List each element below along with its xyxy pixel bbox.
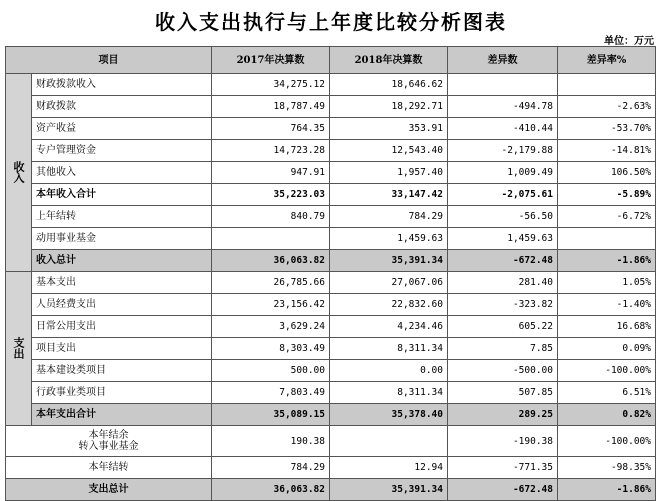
comparison-table bbox=[5, 46, 656, 501]
header-row bbox=[6, 47, 656, 74]
row-label: 行政事业类项目 bbox=[32, 382, 212, 404]
table-row: 本年结余 转入事业基金 190.38 -190.38 -100.00% bbox=[6, 426, 656, 457]
table-row: 财政拨款 18,787.49 18,292.71 -494.78 -2.63% bbox=[6, 96, 656, 118]
table-row: 本年收入合计 35,223.03 33,147.42 -2,075.61 -5.89% bbox=[6, 184, 656, 206]
income-section-label: 收入 bbox=[6, 74, 32, 272]
header-item: 项目 bbox=[6, 47, 212, 74]
row-label: 基本建设类项目 bbox=[32, 360, 212, 382]
expense-section-label: 支出 bbox=[6, 272, 32, 426]
row-label: 日常公用支出 bbox=[32, 316, 212, 338]
page-title: 收入支出执行与上年度比较分析图表 bbox=[155, 10, 507, 34]
unit-label: 单位：万元 bbox=[604, 36, 654, 47]
row-label: 上年结转 bbox=[32, 206, 212, 228]
table-row: 收入 财政拨款收入 34,275.12 18,646.62 bbox=[6, 74, 656, 96]
table-row: 项目支出 8,303.49 8,311.34 7.85 0.09% bbox=[6, 338, 656, 360]
header-2018: 2018年决算数 bbox=[330, 47, 448, 74]
row-label: 其他收入 bbox=[32, 162, 212, 184]
header-rate: 差异率% bbox=[558, 47, 656, 74]
row-label: 支出总计 bbox=[6, 479, 212, 501]
table-row: 上年结转 840.79 784.29 -56.50 -6.72% bbox=[6, 206, 656, 228]
table-row: 专户管理资金 14,723.28 12,543.40 -2,179.88 -14.81% bbox=[6, 140, 656, 162]
table-row: 支出 基本支出 26,785.66 27,067.06 281.40 1.05% bbox=[6, 272, 656, 294]
table-row: 行政事业类项目 7,803.49 8,311.34 507.85 6.51% bbox=[6, 382, 656, 404]
row-label: 动用事业基金 bbox=[32, 228, 212, 250]
table-row: 人员经费支出 23,156.42 22,832.60 -323.82 -1.40% bbox=[6, 294, 656, 316]
income-total-row: 收入总计 36,063.82 35,391.34 -672.48 -1.86% bbox=[6, 250, 656, 272]
row-label: 资产收益 bbox=[32, 118, 212, 140]
row-label: 收入总计 bbox=[32, 250, 212, 272]
row-label: 项目支出 bbox=[32, 338, 212, 360]
row-label: 本年结转 bbox=[6, 457, 212, 479]
expense-subtotal-row: 本年支出合计 35,089.15 35,378.40 289.25 0.82% bbox=[6, 404, 656, 426]
row-label: 财政拨款收入 bbox=[32, 74, 212, 96]
row-label: 本年支出合计 bbox=[32, 404, 212, 426]
table-row: 资产收益 764.35 353.91 -410.44 -53.70% bbox=[6, 118, 656, 140]
table-row: 基本建设类项目 500.00 0.00 -500.00 -100.00% bbox=[6, 360, 656, 382]
row-label: 专户管理资金 bbox=[32, 140, 212, 162]
table-row: 动用事业基金 1,459.63 1,459.63 bbox=[6, 228, 656, 250]
expense-total-row: 支出总计 36,063.82 35,391.34 -672.48 -1.86% bbox=[6, 479, 656, 501]
row-label: 财政拨款 bbox=[32, 96, 212, 118]
table-row: 其他收入 947.91 1,957.40 1,009.49 106.50% bbox=[6, 162, 656, 184]
row-label: 基本支出 bbox=[32, 272, 212, 294]
header-diff: 差异数 bbox=[448, 47, 558, 74]
row-label: 本年收入合计 bbox=[32, 184, 212, 206]
row-label: 人员经费支出 bbox=[32, 294, 212, 316]
header-2017: 2017年决算数 bbox=[212, 47, 330, 74]
table-row: 本年结转 784.29 12.94 -771.35 -98.35% bbox=[6, 457, 656, 479]
row-label-surplus: 本年结余 转入事业基金 bbox=[6, 426, 212, 457]
table-row: 日常公用支出 3,629.24 4,234.46 605.22 16.68% bbox=[6, 316, 656, 338]
